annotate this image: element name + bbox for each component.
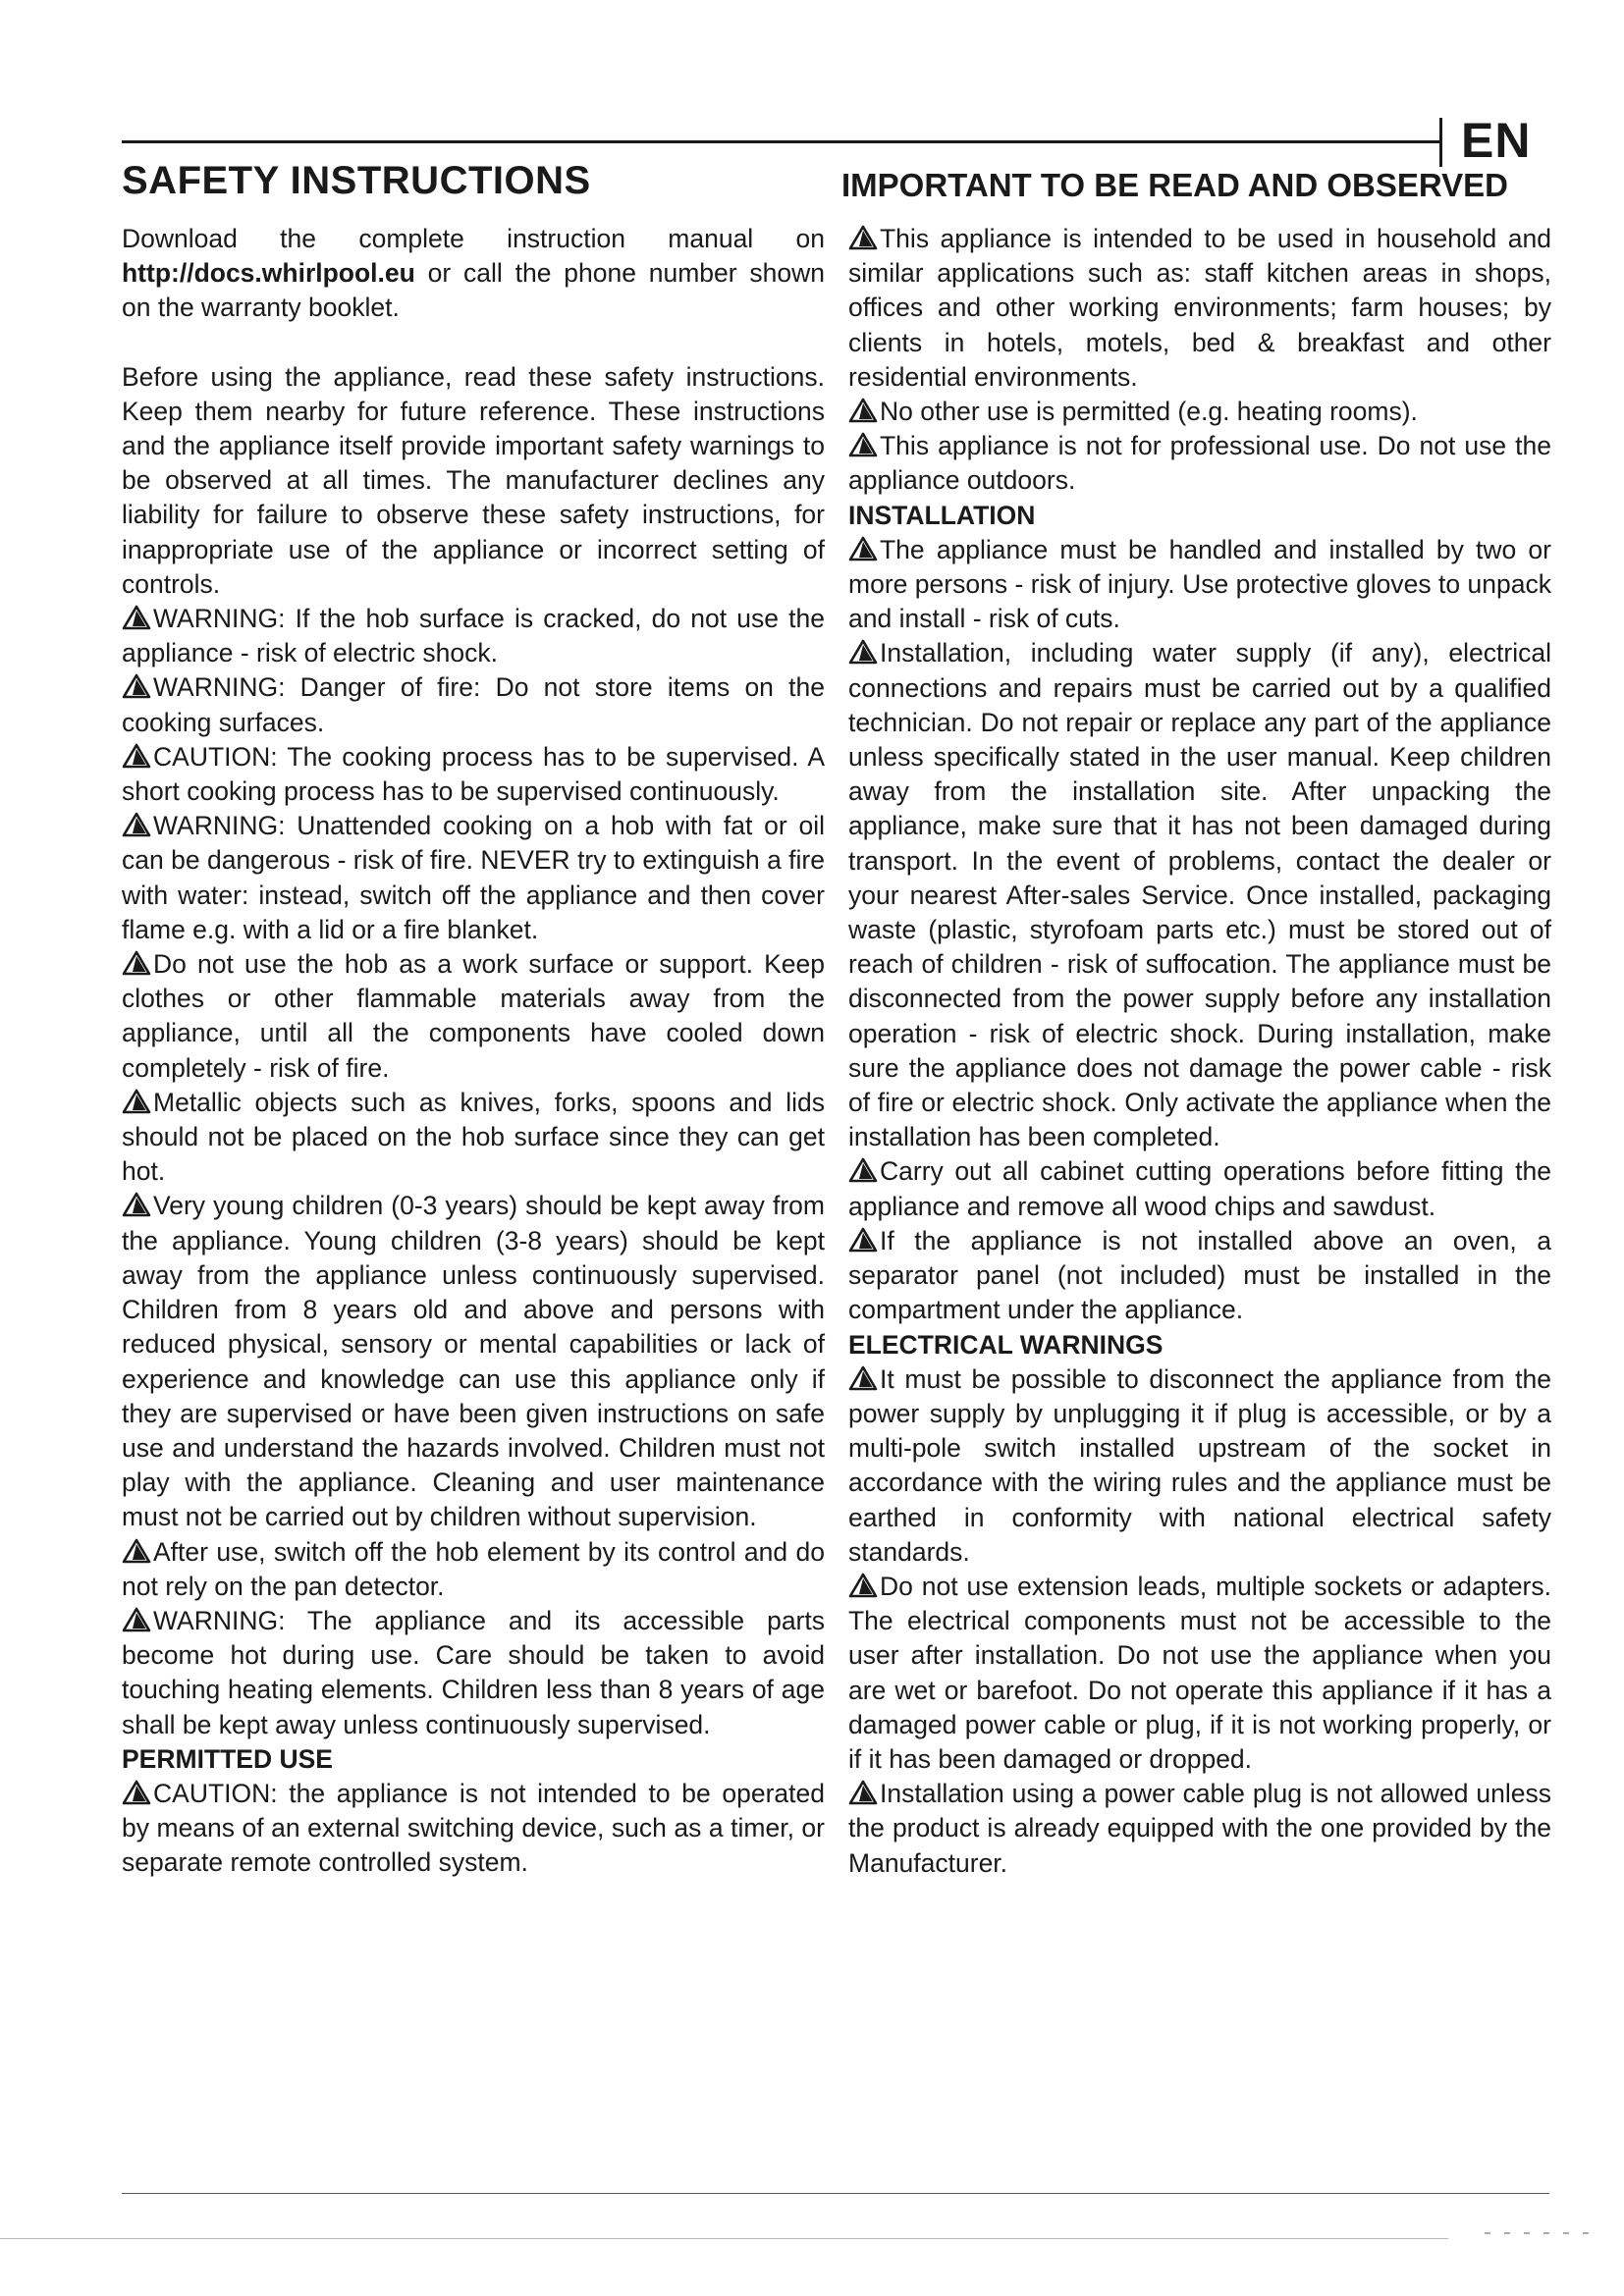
warning-item: WARNING: Danger of fire: Do not store items on the cooking surfaces. xyxy=(122,672,825,737)
intro-paragraph: Before using the appliance, read these safety instructions. Keep them nearby for future reference. These instructions and the appliance itself provide important safety warnings to be observed at all times. The manufacturer declines any liability for failure to observe these safety instructions, for inappropriate use of the appliance or incorrect setting of controls. xyxy=(122,361,825,599)
warning-item: WARNING: The appliance and its accessible parts become hot during use. Care should be taken to avoid touching heating elements. Children less than 8 years of age shall be kept away unless continuously supervised. xyxy=(122,1605,825,1739)
warning-item: After use, switch off the hob element by its control and do not rely on the pan detector. xyxy=(122,1536,825,1601)
footer-rule xyxy=(122,2193,1549,2194)
section-heading-electrical: ELECTRICAL WARNINGS xyxy=(848,1329,1164,1360)
warning-icon xyxy=(848,398,878,423)
header-tick xyxy=(1439,118,1442,167)
warning-icon xyxy=(848,225,878,250)
warning-icon xyxy=(122,743,151,769)
section-heading-installation: INSTALLATION xyxy=(848,500,1036,530)
warning-item: It must be possible to disconnect the appliance from the power supply by unplugging it if plug is accessible, or by a multi-pole switch installed upstream of the socket in accordance with the wiring rules and the appliance must be earthed in conformity with national electrical safety standards. xyxy=(848,1363,1551,1567)
warning-icon xyxy=(848,1780,878,1805)
warning-icon xyxy=(122,1538,151,1564)
warning-item: If the appliance is not installed above an oven, a separator panel (not included) must be installed in the compartment under the appliance. xyxy=(848,1225,1551,1325)
warning-item: CAUTION: the appliance is not intended to be operated by means of an external switching device, such as a timer, or separate remote controlled system. xyxy=(122,1778,825,1878)
page-title: SAFETY INSTRUCTIONS xyxy=(122,159,591,202)
warning-icon xyxy=(122,812,151,837)
warning-icon xyxy=(848,536,878,561)
header-rule xyxy=(122,140,1440,143)
warning-icon xyxy=(122,1192,151,1217)
warning-item: This appliance is intended to be used in household and similar applications such as: staff kitchen areas in shops, offices and other working environments; farm houses; by clients in hotels, motels, bed & breakfast and other residential environments. xyxy=(848,224,1551,392)
right-column xyxy=(848,222,1551,1881)
warning-icon xyxy=(122,950,151,976)
warning-icon xyxy=(848,1227,878,1253)
section-heading-permitted-use: PERMITTED USE xyxy=(122,1743,333,1774)
language-code: EN xyxy=(1461,113,1532,168)
warning-item: Do not use the hob as a work surface or support. Keep clothes or other flammable materials away from the appliance, until all the components have cooled down completely - risk of fire. xyxy=(122,949,825,1083)
warning-item: The appliance must be handled and installed by two or more persons - risk of injury. Use protective gloves to unpack and install - risk of cuts. xyxy=(848,534,1551,634)
warning-icon xyxy=(122,1607,151,1632)
warning-item: No other use is permitted (e.g. heating rooms). xyxy=(848,395,1551,429)
warning-icon xyxy=(122,1780,151,1805)
download-paragraph: Download the complete instruction manual on http://docs.whirlpool.eu or call the phone number shown on the warranty booklet. xyxy=(122,224,825,323)
warning-icon xyxy=(848,1157,878,1183)
warning-icon xyxy=(848,432,878,457)
warning-icon xyxy=(848,1365,878,1391)
footer-dots xyxy=(1485,2232,1593,2234)
warning-item: Installation, including water supply (if any), electrical connections and repairs must be carried out by a qualified technician. Do not repair or replace any part of the appliance unless specifically stated in the user manual. Keep children away from the installation site. After unpacking the appliance, make sure that it has not been damaged during transport. In the event of problems, contact the dealer or your nearest After-sales Service. Once installed, packaging waste (plastic, styrofoam parts etc.) must be stored out of reach of children - risk of suffocation. The appliance must be disconnected from the power supply before any installation operation - risk of electric shock. During installation, make sure the appliance does not damage the power cable - risk of fire or electric shock. Only activate the appliance when the installation has been completed. xyxy=(848,638,1551,1152)
warning-item: This appliance is not for professional use. Do not use the appliance outdoors. xyxy=(848,431,1551,496)
warning-item: Carry out all cabinet cutting operations before fitting the appliance and remove all wood chips and sawdust. xyxy=(848,1156,1551,1221)
warning-item: WARNING: Unattended cooking on a hob with fat or oil can be dangerous - risk of fire. NEVER try to extinguish a fire with water: instead, switch off the appliance and then cover flame e.g. with a lid or a fire blanket. xyxy=(122,811,825,944)
warning-item: Installation using a power cable plug is not allowed unless the product is already equipped with the one provided by the Manufacturer. xyxy=(848,1779,1551,1878)
warning-item: CAUTION: The cooking process has to be supervised. A short cooking process has to be supervised continuously. xyxy=(122,741,825,807)
manual-link[interactable]: http://docs.whirlpool.eu xyxy=(122,258,415,289)
page-subtitle: IMPORTANT TO BE READ AND OBSERVED xyxy=(841,167,1508,203)
warning-item: Do not use extension leads, multiple sockets or adapters. The electrical components must not be accessible to the user after installation. Do not use the appliance when you are wet or barefoot. Do not operate this appliance if it has a damaged power cable or plug, if it is not working properly, or if it has been damaged or dropped. xyxy=(848,1571,1551,1774)
warning-icon xyxy=(122,673,151,699)
warning-item: WARNING: If the hob surface is cracked, do not use the appliance - risk of electric shock. xyxy=(122,604,825,668)
warning-item: Metallic objects such as knives, forks, spoons and lids should not be placed on the hob surface since they can get hot. xyxy=(122,1087,825,1187)
warning-item: Very young children (0-3 years) should be kept away from the appliance. Young children (3-8 years) should be kept away from the appliance unless continuously supervised. Children from 8 years old and above and persons with reduced physical, sensory or mental capabilities or lack of experience and knowledge can use this appliance only if they are supervised or have been given instructions on safe use and understand the hazards involved. Children must not play with the appliance. Cleaning and user maintenance must not be carried out by children without supervision. xyxy=(122,1191,825,1532)
warning-icon xyxy=(848,639,878,665)
warning-icon xyxy=(122,1089,151,1114)
warning-icon xyxy=(848,1573,878,1598)
left-column xyxy=(122,222,825,1881)
warning-icon xyxy=(122,605,151,630)
page-edge-rule xyxy=(0,2238,1448,2239)
